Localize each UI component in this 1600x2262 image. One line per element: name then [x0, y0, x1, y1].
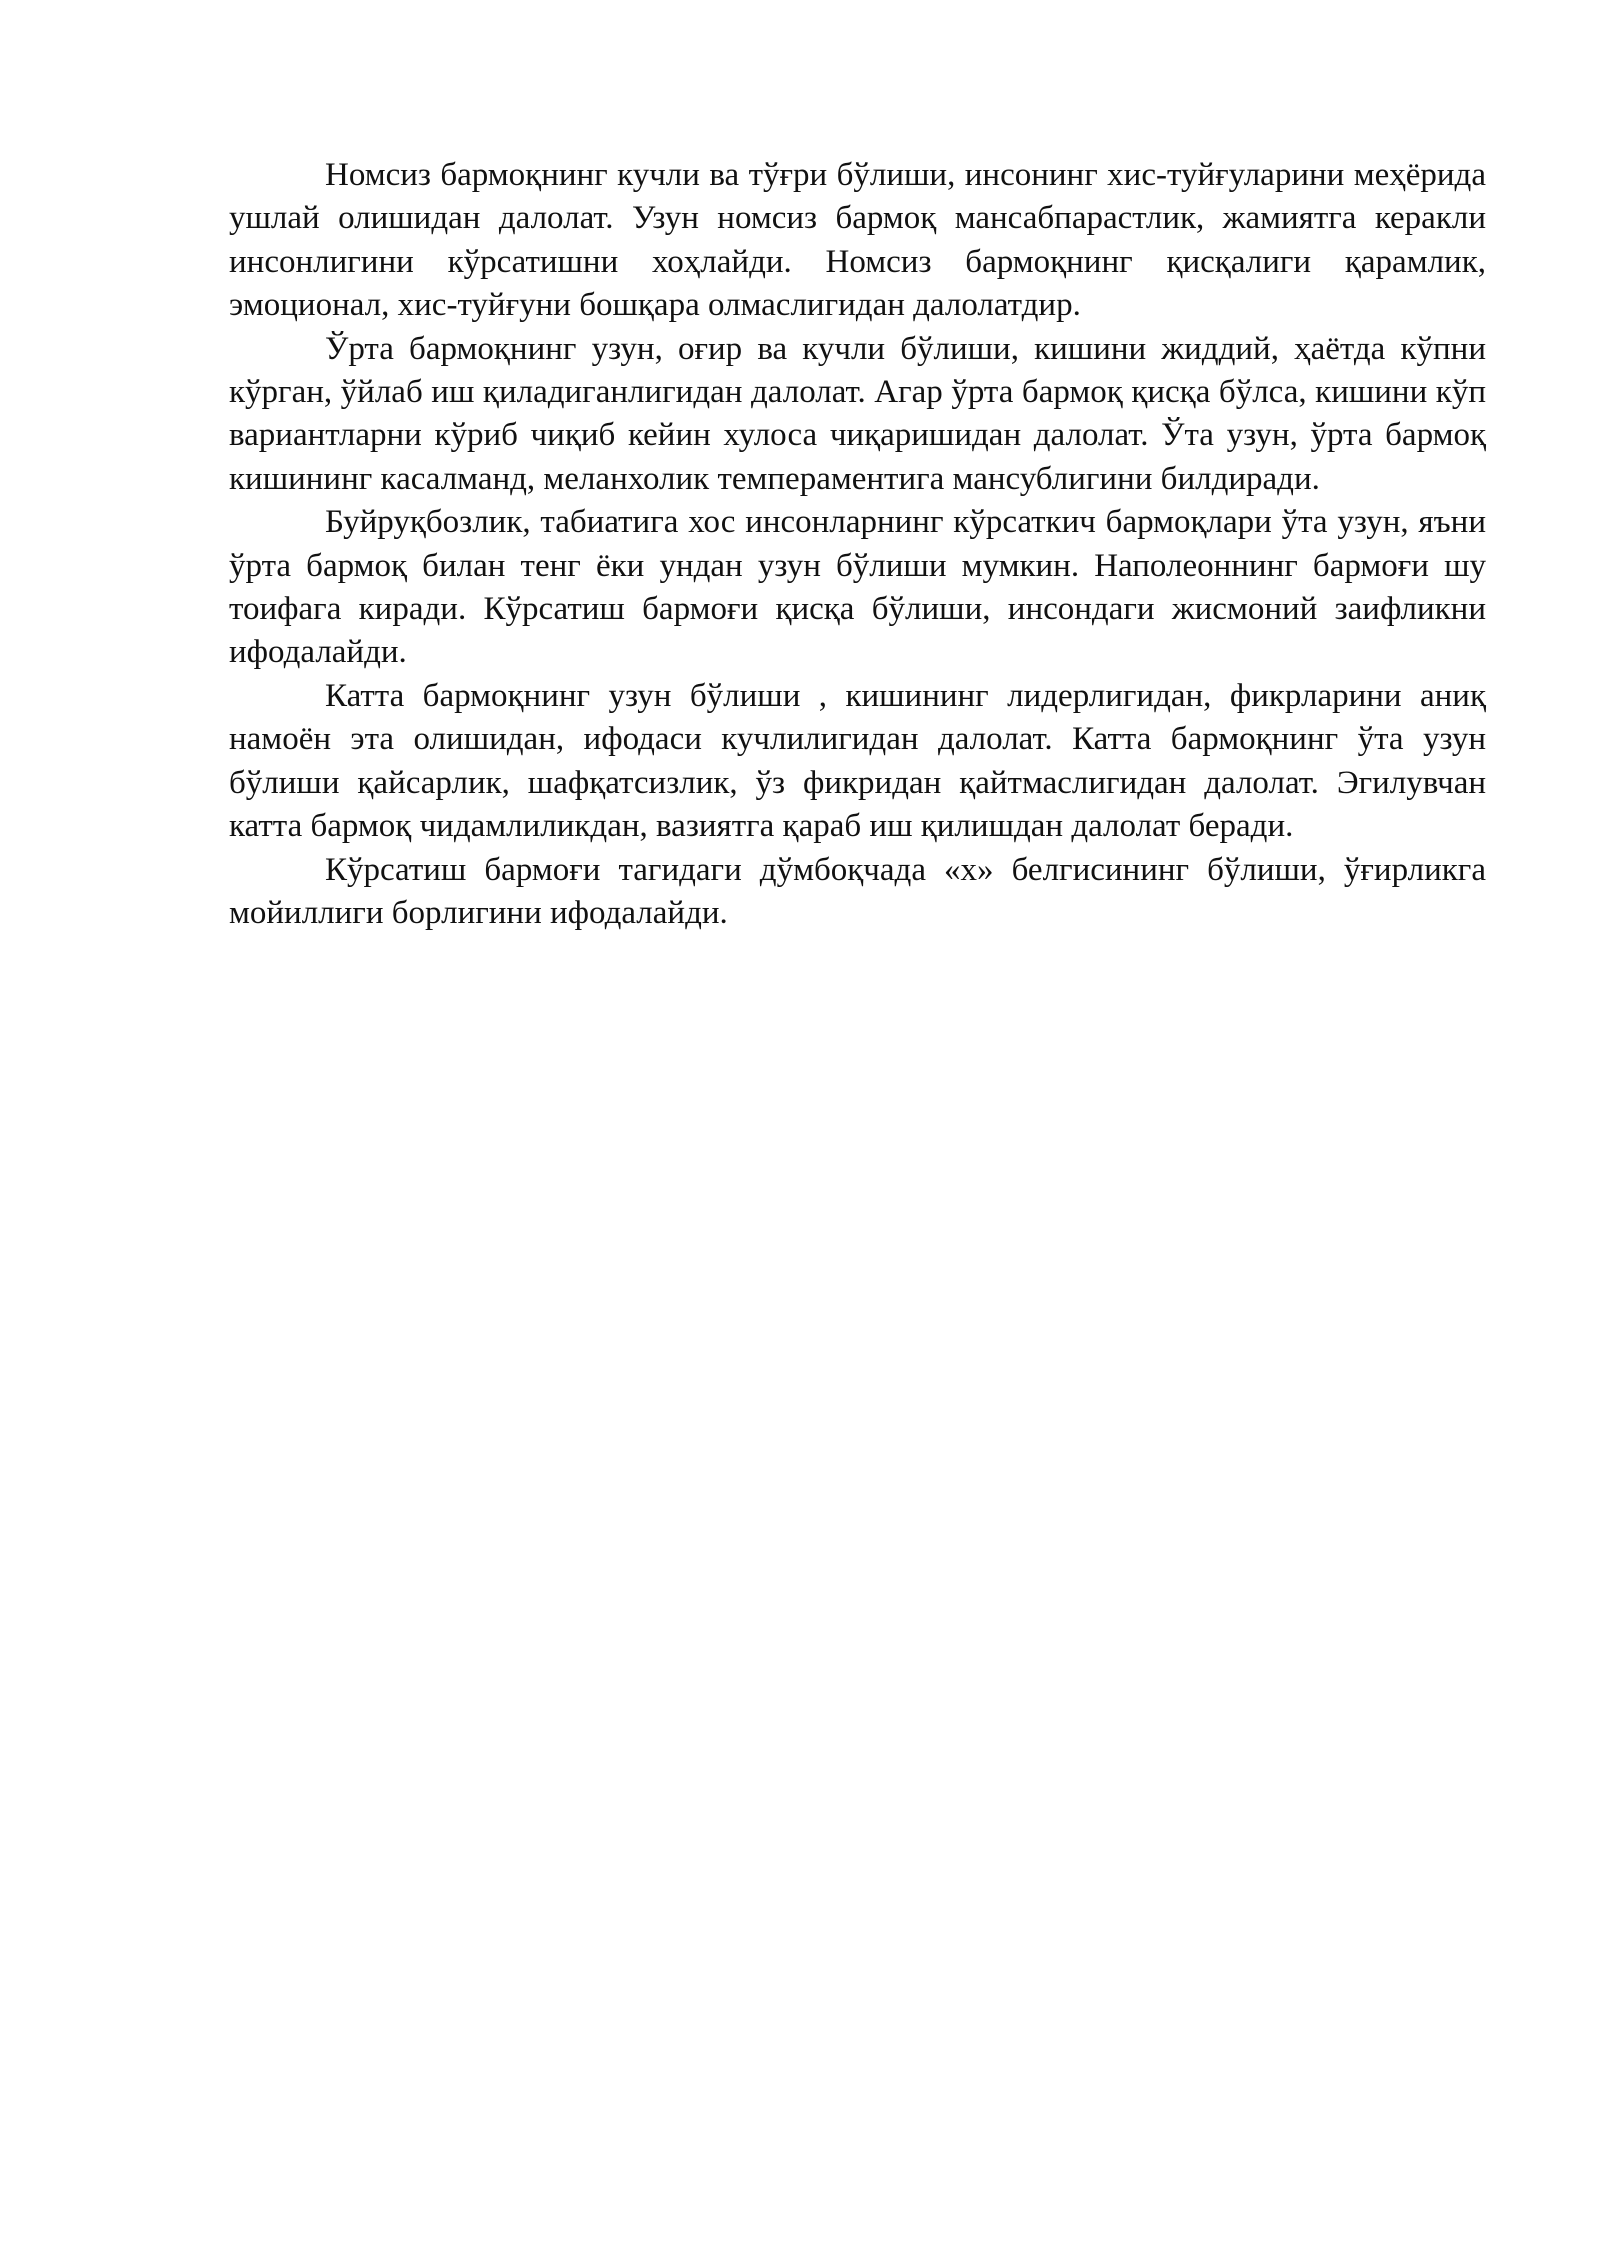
paragraph-middle-finger: Ўрта бармоқнинг узун, оғир ва кучли бўлиши, кишини жиддий, ҳаётда кўпни кўрган, ўйлаб иш қиладиганлигидан далолат. Агар ўрта бармоқ қисқа бўлса, кишини кўп вариантларни кўриб чиқиб кейин хулоса чиқаришидан далолат. Ўта узун, ўрта бармоқ кишининг касалманд, меланхолик темпераментига мансублигини билдиради. — [229, 330, 1486, 497]
paragraph-thumb: Катта бармоқнинг узун бўлиши , кишининг лидерлигидан, фикрларини аниқ намоён эта олишидан, ифодаси кучлилигидан далолат. Катта бармоқнинг ўта узун бўлиши қайсарлик, шафқатсизлик, ўз фикридан қайтмаслигидан далолат. Эгилувчан катта бармоқ чидамлиликдан, вазиятга қараб иш қилишдан далолат беради. — [229, 677, 1486, 845]
paragraph-index-finger-mound: Кўрсатиш бармоғи тагидаги дўмбоқчада «х» белгисининг бўлиши, ўғирликга мойиллиги борлигини ифодалайди. — [229, 851, 1486, 931]
paragraph-index-finger: Буйруқбозлик, табиатига хос инсонларнинг кўрсаткич бармоқлари ўта узун, яъни ўрта бармоқ билан тенг ёки ундан узун бўлиши мумкин. Наполеоннинг бармоғи шу тоифага киради. Кўрсатиш бармоғи қисқа бўлиши, инсондаги жисмоний заифликни ифодалайди. — [229, 504, 1486, 671]
document-body — [229, 154, 1486, 935]
paragraph-ring-finger: Номсиз бармоқнинг кучли ва тўғри бўлиши, инсонинг хис-туйғуларини меҳёрида ушлай олишидан далолат. Узун номсиз бармоқ мансабпарастлик, жамиятга керакли инсонлигини кўрсатишни хоҳлайди. Номсиз бармоқнинг қисқалиги қарамлик, эмоционал, хис-туйғуни бошқара олмаслигидан далолатдир. — [229, 157, 1486, 324]
